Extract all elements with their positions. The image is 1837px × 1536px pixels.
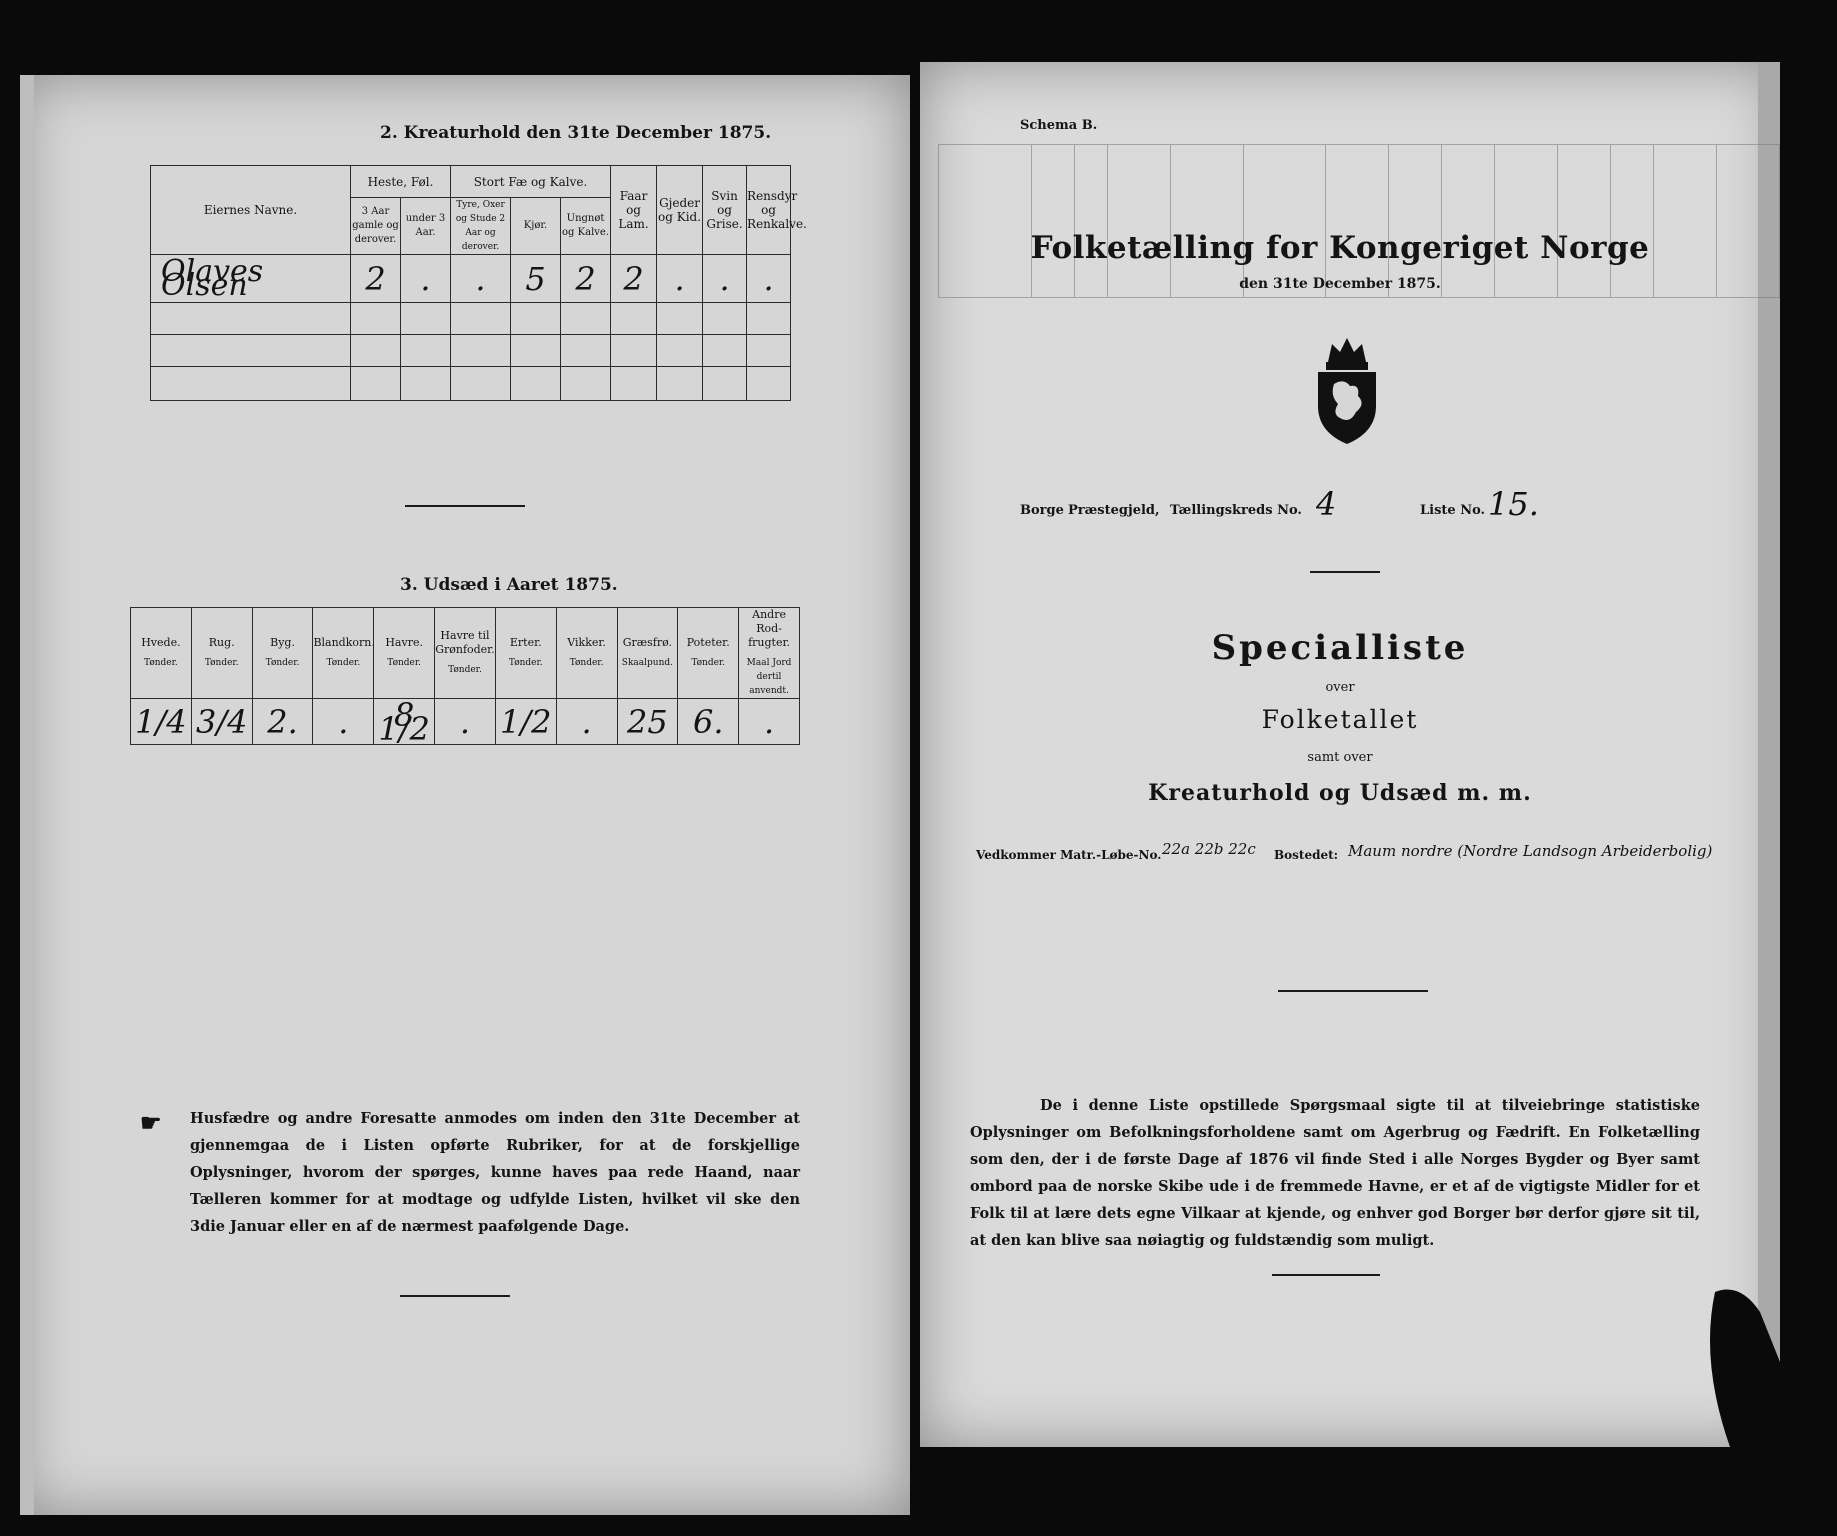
udsaed-header	[313, 608, 374, 699]
udsaed-header-unit: Tønder.	[204, 658, 239, 668]
header-faar: Faar og Lam.	[611, 166, 657, 255]
page-corner-shadow	[1680, 1282, 1780, 1447]
header-svin: Svin og Grise.	[703, 166, 747, 255]
udsaed-header-name: Blandkorn.	[313, 636, 375, 649]
cell-value: .	[747, 255, 791, 303]
udsaed-header-unit: Tønder.	[387, 658, 422, 668]
district-line	[1020, 485, 1760, 535]
date-line: den 31te December 1875.	[1239, 276, 1441, 292]
kreaturhold-table	[150, 165, 807, 401]
cell-value: .	[401, 255, 451, 303]
page-edge	[20, 75, 34, 1515]
coat-of-arms-icon	[1310, 334, 1385, 446]
udsaed-header	[556, 608, 617, 699]
udsaed-header-unit: Tønder.	[508, 658, 543, 668]
udsaed-header-name: Byg.	[270, 636, 295, 649]
kreaturhold-title: Kreaturhold og Udsæd m. m.	[1148, 780, 1532, 806]
header-stort-c: Ungnøt og Kalve.	[561, 198, 611, 255]
udsaed-header-name: Græsfrø.	[622, 636, 673, 649]
udsaed-value: 1/2	[495, 699, 556, 745]
background-grid	[938, 144, 1780, 298]
udsaed-header-unit: Tønder.	[265, 658, 300, 668]
udsaed-header-name: Vikker.	[567, 636, 606, 649]
udsaed-header-name: Havre.	[385, 636, 423, 649]
udsaed-value: 25	[617, 699, 678, 745]
intro-paragraph: De i denne Liste opstillede Spørgsmaal sigte til at tilveiebringe statistiske Oplysninger om Befolkningsforholdene samt om Agerbrug og Fædrift. En Folketælling som den, der i de første Dage af 1876 vil finde Sted i alle Norges Bygder og Byer samt ombord paa de norske Skibe ude i de fremmede Havne, er et af de vigtigste Midler for et Folk til at lære dets egne Vilkaar at kjende, og enhver god Borger bør derfor gjøre sit til, at den kan blive saa nøiagtig og fuldstændig som muligt.	[970, 1097, 1700, 1249]
cell-value: .	[657, 255, 703, 303]
udsaed-header-unit: Tønder.	[569, 658, 604, 668]
cell-value: 2	[351, 255, 401, 303]
udsaed-header	[374, 608, 435, 699]
cell-value: 2	[561, 255, 611, 303]
udsaed-header-unit: Skaalpund.	[621, 658, 674, 668]
header-gjeder: Gjeder og Kid.	[657, 166, 703, 255]
bosted-label: Bostedet:	[1274, 848, 1339, 862]
udsaed-value: 8 1/2	[374, 699, 435, 745]
header-heste-b: under 3 Aar.	[401, 198, 451, 255]
udsaed-table	[130, 607, 800, 748]
table-row	[151, 303, 791, 335]
cell-value: 2	[611, 255, 657, 303]
udsaed-value: 6.	[678, 699, 739, 745]
udsaed-header-name: Hvede.	[141, 636, 181, 649]
udsaed-header-name: Rug.	[208, 636, 235, 649]
udsaed-value: .	[556, 699, 617, 745]
cell-value: 5	[511, 255, 561, 303]
prestegjeld-value: Borge	[1020, 503, 1064, 518]
udsaed-header-name: Andre Rod-frugter.	[748, 608, 791, 649]
header-stort-a: Tyre, Oxer og Stude 2 Aar og derover.	[451, 198, 511, 255]
udsaed-header	[435, 608, 496, 699]
matr-value: 22a 22b 22c	[1162, 840, 1256, 858]
udsaed-value: 1/4	[131, 699, 192, 745]
matrikkel-line	[976, 840, 1746, 880]
header-heste-a: 3 Aar gamle og derover.	[351, 198, 401, 255]
section-3-title: 3. Udsæd i Aaret 1875.	[400, 575, 618, 595]
divider	[400, 1295, 510, 1297]
kreds-label: Tællingskreds No.	[1170, 503, 1302, 518]
udsaed-header-unit: Tønder.	[144, 658, 178, 668]
pointing-hand-icon: ☛	[140, 1108, 162, 1137]
schema-label: Schema B.	[1020, 118, 1098, 133]
right-page	[920, 62, 1780, 1447]
udsaed-header-name: Poteter.	[686, 636, 730, 649]
udsaed-header	[495, 608, 556, 699]
divider	[1278, 990, 1428, 992]
divider	[1272, 1274, 1380, 1276]
folketallet-title: Folketallet	[1261, 705, 1419, 734]
divider	[405, 505, 525, 507]
udsaed-header	[191, 608, 252, 699]
udsaed-value: .	[435, 699, 496, 745]
table-row	[151, 367, 791, 401]
bosted-value: Maum nordre (Nordre Landsogn Arbeiderbolig)	[1348, 842, 1713, 860]
udsaed-header-unit: Tønder.	[326, 658, 361, 668]
udsaed-value: 2.	[252, 699, 313, 745]
owner-name: Olaves Olsen	[151, 255, 351, 303]
cell-value: .	[451, 255, 511, 303]
udsaed-header-unit: Tønder.	[448, 665, 482, 675]
liste-label: Liste No.	[1420, 503, 1486, 518]
udsaed-header	[252, 608, 313, 699]
udsaed-header	[131, 608, 192, 699]
udsaed-header	[678, 608, 739, 699]
over-text: over	[1325, 680, 1355, 695]
cell-value: .	[703, 255, 747, 303]
notice-text: Husfædre og andre Foresatte anmodes om inden den 31te December at gjennemgaa de i Listen opførte Rubriker, for at de forskjellige Oplysninger, hvorom der spørges, kunne haves paa rede Haand, naar Tælleren kommer for at modtage og udfylde Listen, hvilket vil ske den 3die Januar eller en af de nærmest paafølgende Dage.	[190, 1110, 800, 1235]
prestegjeld-label: Præstegjeld,	[1068, 503, 1160, 518]
table-row	[151, 335, 791, 367]
udsaed-value: .	[739, 699, 800, 745]
header-stort-b: Kjør.	[511, 198, 561, 255]
specialliste-title: Specialliste	[1211, 628, 1469, 668]
udsaed-header-unit: Maal Jord dertil anvendt.	[746, 658, 792, 696]
kreds-no: 4	[1316, 485, 1337, 523]
left-page	[20, 75, 910, 1515]
header-rensdyr: Rensdyr og Renkalve.	[747, 166, 791, 255]
udsaed-header-name: Erter.	[509, 636, 542, 649]
section-2-title: 2. Kreaturhold den 31te December 1875.	[380, 123, 772, 143]
udsaed-value: .	[313, 699, 374, 745]
header-stort-fe: Stort Fæ og Kalve.	[451, 166, 611, 198]
header-eier: Eiernes Navne.	[151, 166, 351, 255]
table-row	[151, 255, 791, 303]
main-title: Folketælling for Kongeriget Norge	[1030, 230, 1650, 266]
udsaed-header-unit: Tønder.	[691, 658, 726, 668]
divider	[1310, 571, 1380, 573]
liste-no: 15.	[1488, 485, 1539, 523]
udsaed-header-name: Havre til Grønfoder.	[435, 629, 495, 656]
udsaed-header	[739, 608, 800, 699]
udsaed-header	[617, 608, 678, 699]
samt-over-text: samt over	[1307, 750, 1373, 765]
udsaed-value: 3/4	[191, 699, 252, 745]
header-heste: Heste, Føl.	[351, 166, 451, 198]
matr-label: Vedkommer Matr.-Løbe-No.	[976, 848, 1162, 862]
